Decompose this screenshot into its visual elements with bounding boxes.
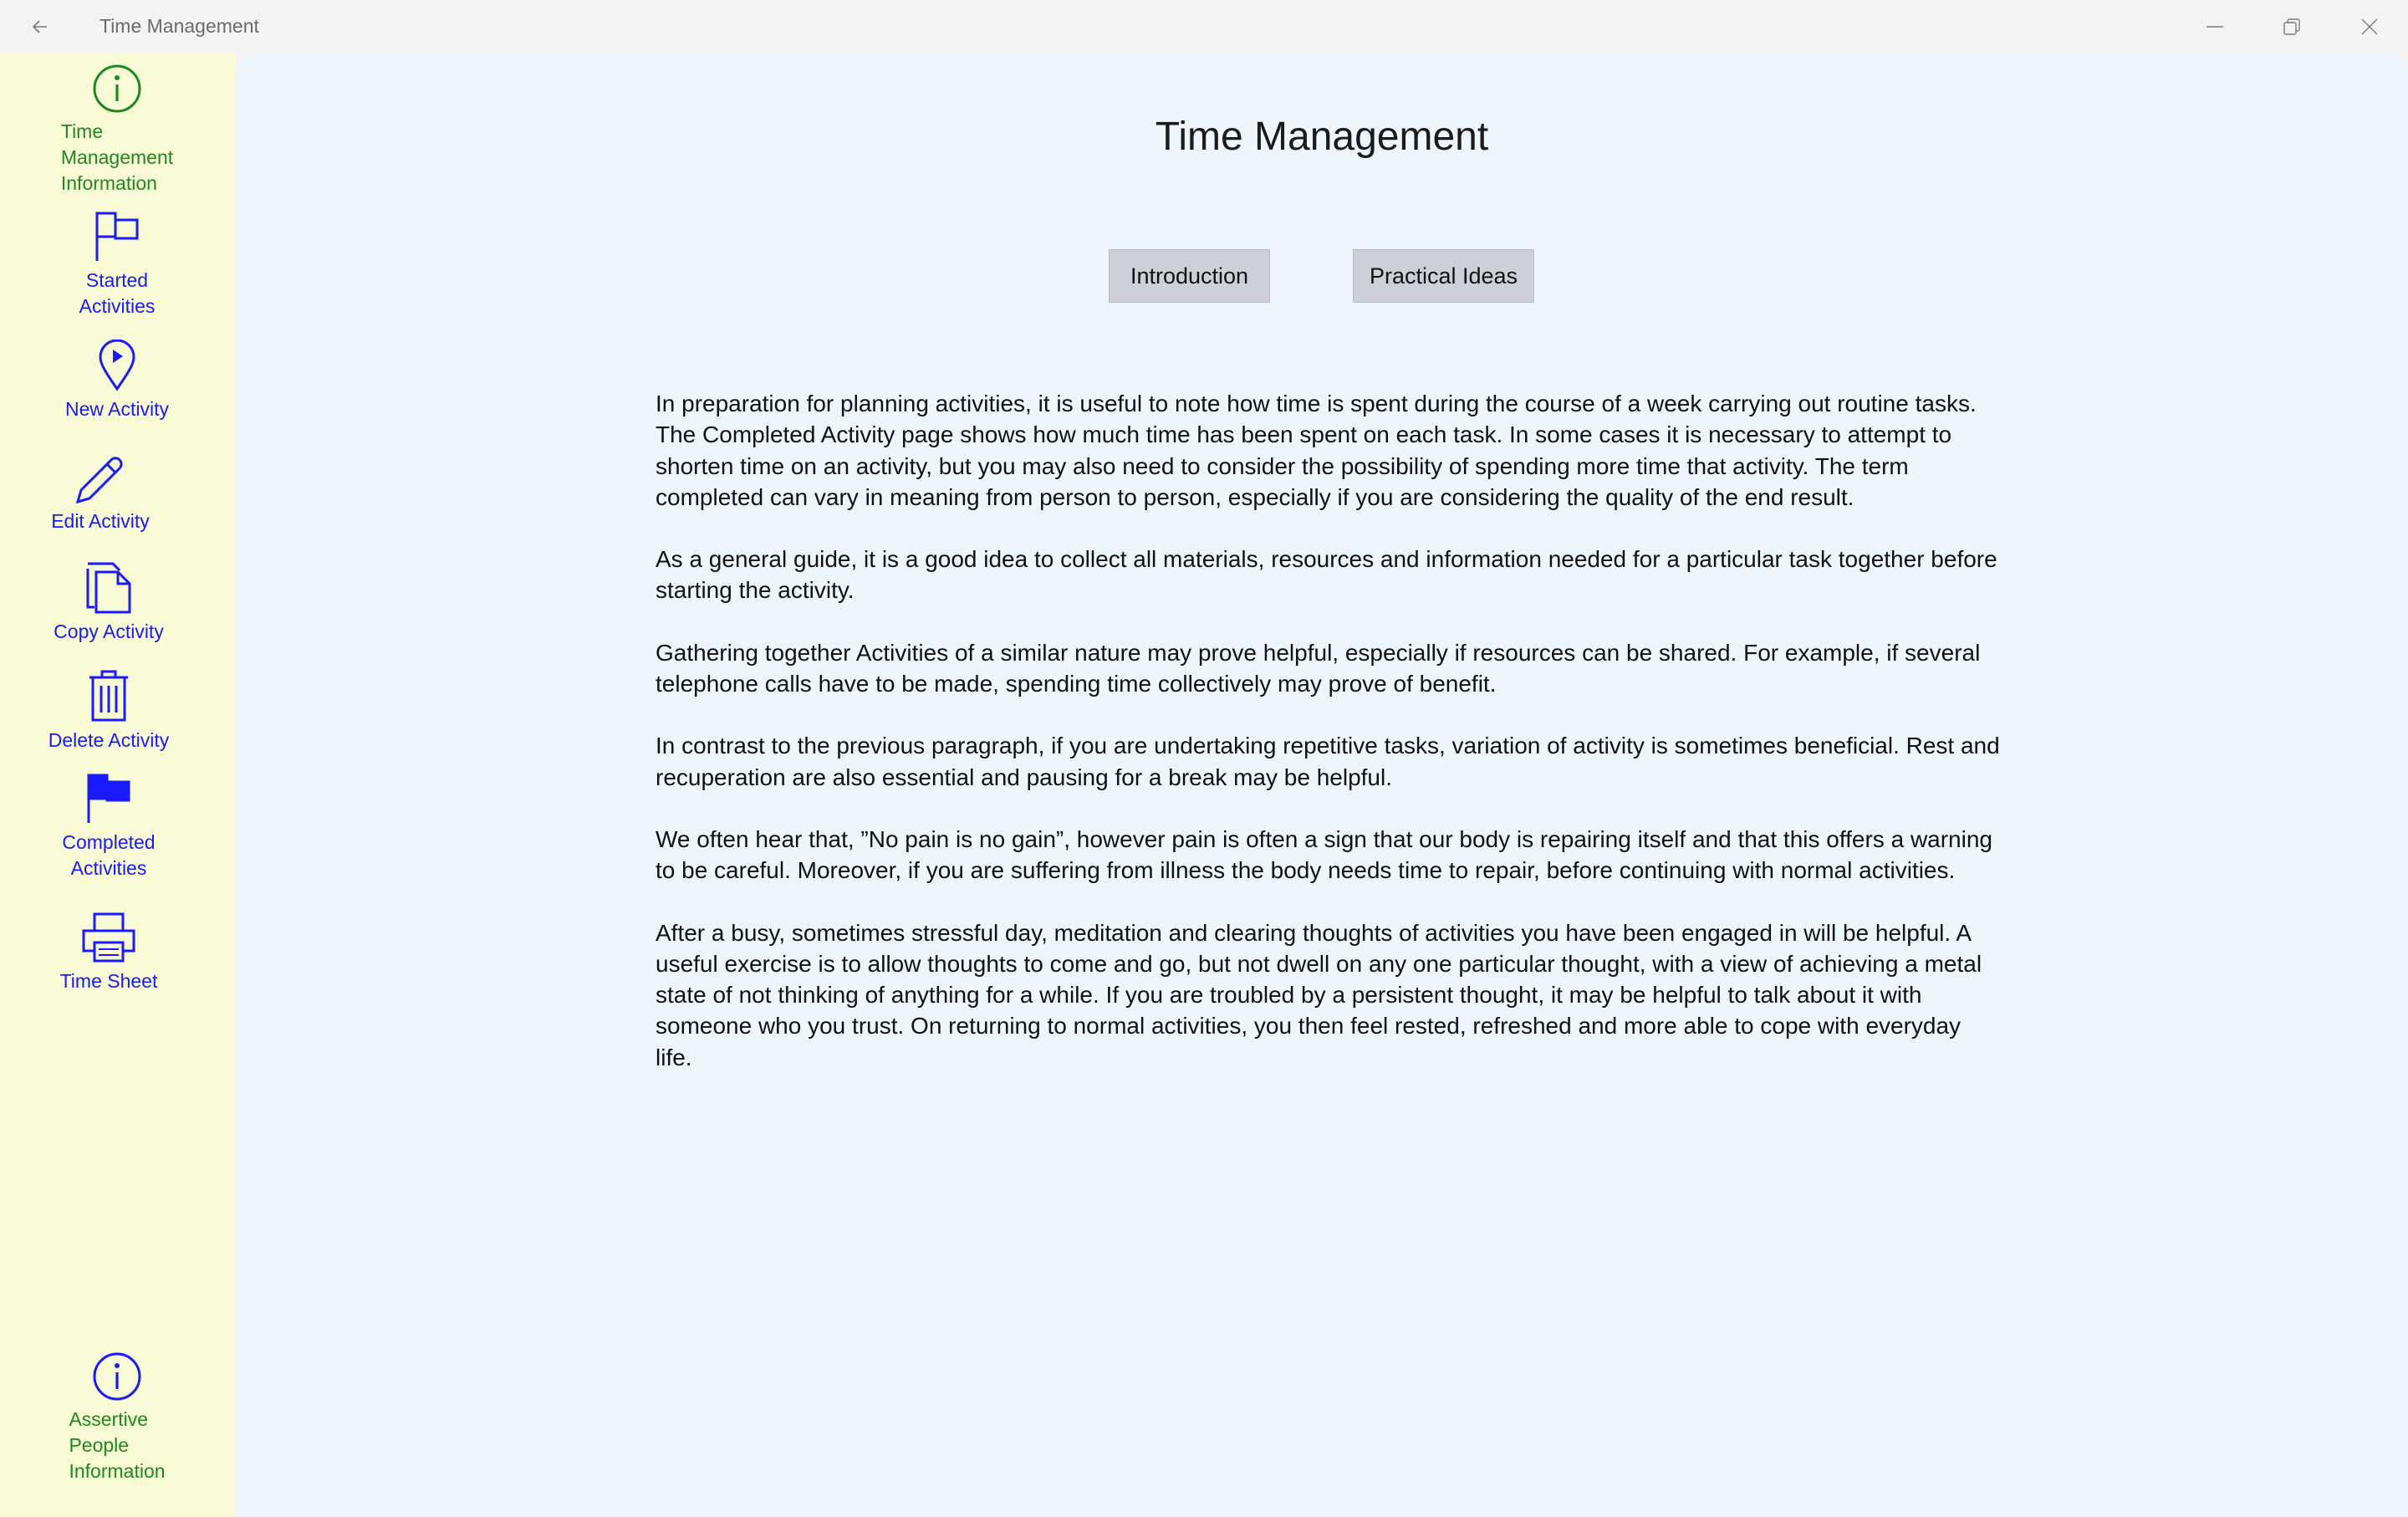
nav-label: Started Activities (79, 269, 156, 317)
paragraph: As a general guide, it is a good idea to collect all materials, resources and information needed for a particular task together before starting the activity. (656, 546, 1997, 604)
nav-delete-activity[interactable] (25, 669, 192, 753)
info-icon (92, 64, 142, 114)
paragraph: Gathering together Activities of a similar nature may prove helpful, especially if resources can be shared. For example, if several telephone calls have to be made, spending time collectively may prove of benefit. (656, 639, 1981, 697)
nav-label: Assertive People Information (69, 1408, 166, 1482)
paragraph: We often hear that, ”No pain is no gain”, however pain is often a sign that our body is repairing itself and that this offers a warning to be careful. Moreover, if you are suffering from illness the body needs time to repair, before continuing with normal activities. (656, 825, 1992, 884)
nav-time-sheet[interactable] (25, 912, 192, 994)
main-content (236, 54, 2408, 1517)
nav-new-activity[interactable] (33, 340, 201, 422)
minimize-button[interactable] (2176, 0, 2253, 54)
trash-icon (88, 669, 130, 723)
nav-copy-activity[interactable] (25, 560, 192, 645)
nav-label: Time Management Information (60, 120, 174, 194)
copy-icon (84, 560, 133, 614)
nav-assertive-people-information[interactable] (40, 1351, 194, 1484)
nav-label: New Activity (65, 398, 169, 420)
pencil-icon (73, 452, 128, 503)
nav-completed-activities[interactable] (33, 773, 184, 881)
nav-label: Completed Activities (62, 831, 156, 879)
nav-time-management-information[interactable] (40, 64, 194, 197)
page-title: Time Management (1155, 115, 1489, 159)
window-title: Time Management (99, 15, 259, 37)
flag-filled-icon (84, 773, 133, 825)
nav-label: Copy Activity (54, 621, 164, 642)
restore-icon (2283, 18, 2301, 36)
minimize-icon (2206, 18, 2224, 36)
back-button[interactable] (15, 8, 65, 45)
paragraph: In preparation for planning activities, it is useful to note how time is spent during the course of a week carrying out routine tasks. The Completed Activity page shows how much time has been spent on each task. In some cases it is necessary to attempt to shorten time on an activity, but you may also need to consider the possibility of spending more time that activity. The term completed can vary in meaning from person to person, especially if you are considering the quality of the end result. (656, 391, 1977, 510)
nav-label: Time Sheet (59, 970, 158, 992)
nav-label: Delete Activity (48, 729, 170, 751)
introduction-button[interactable]: Introduction (1109, 249, 1270, 303)
back-arrow-icon (30, 17, 50, 37)
map-pin-play-icon (98, 340, 136, 391)
printer-icon (81, 912, 136, 963)
sidebar (0, 54, 236, 1517)
title-bar (0, 0, 2408, 54)
paragraph: After a busy, sometimes stressful day, meditation and clearing thoughts of activities you have been engaged in will be helpful. A useful exercise is to allow thoughts to come and go, but not dwell on any one particular thought, with a view of achieving a metal state of not thinking of anything for a while. If you are troubled by a persistent thought, it may be helpful to talk about it with someone who you trust. On returning to normal activities, you then feel rested, refreshed and more able to cope with everyday life. (656, 919, 1982, 1070)
close-button[interactable] (2331, 0, 2408, 54)
practical-ideas-button[interactable]: Practical Ideas (1353, 249, 1534, 303)
nav-label: Edit Activity (51, 510, 150, 532)
nav-edit-activity[interactable] (17, 452, 184, 534)
restore-button[interactable] (2253, 0, 2330, 54)
close-icon (2360, 18, 2379, 36)
flag-outline-icon (93, 211, 141, 263)
article-body (656, 388, 2002, 1104)
nav-started-activities[interactable] (42, 211, 192, 319)
info-icon (92, 1351, 142, 1402)
paragraph: In contrast to the previous paragraph, if you are undertaking repetitive tasks, variation of activity is sometimes beneficial. Rest and recuperation are also essential and pausing for a break may be helpful. (656, 733, 2000, 790)
